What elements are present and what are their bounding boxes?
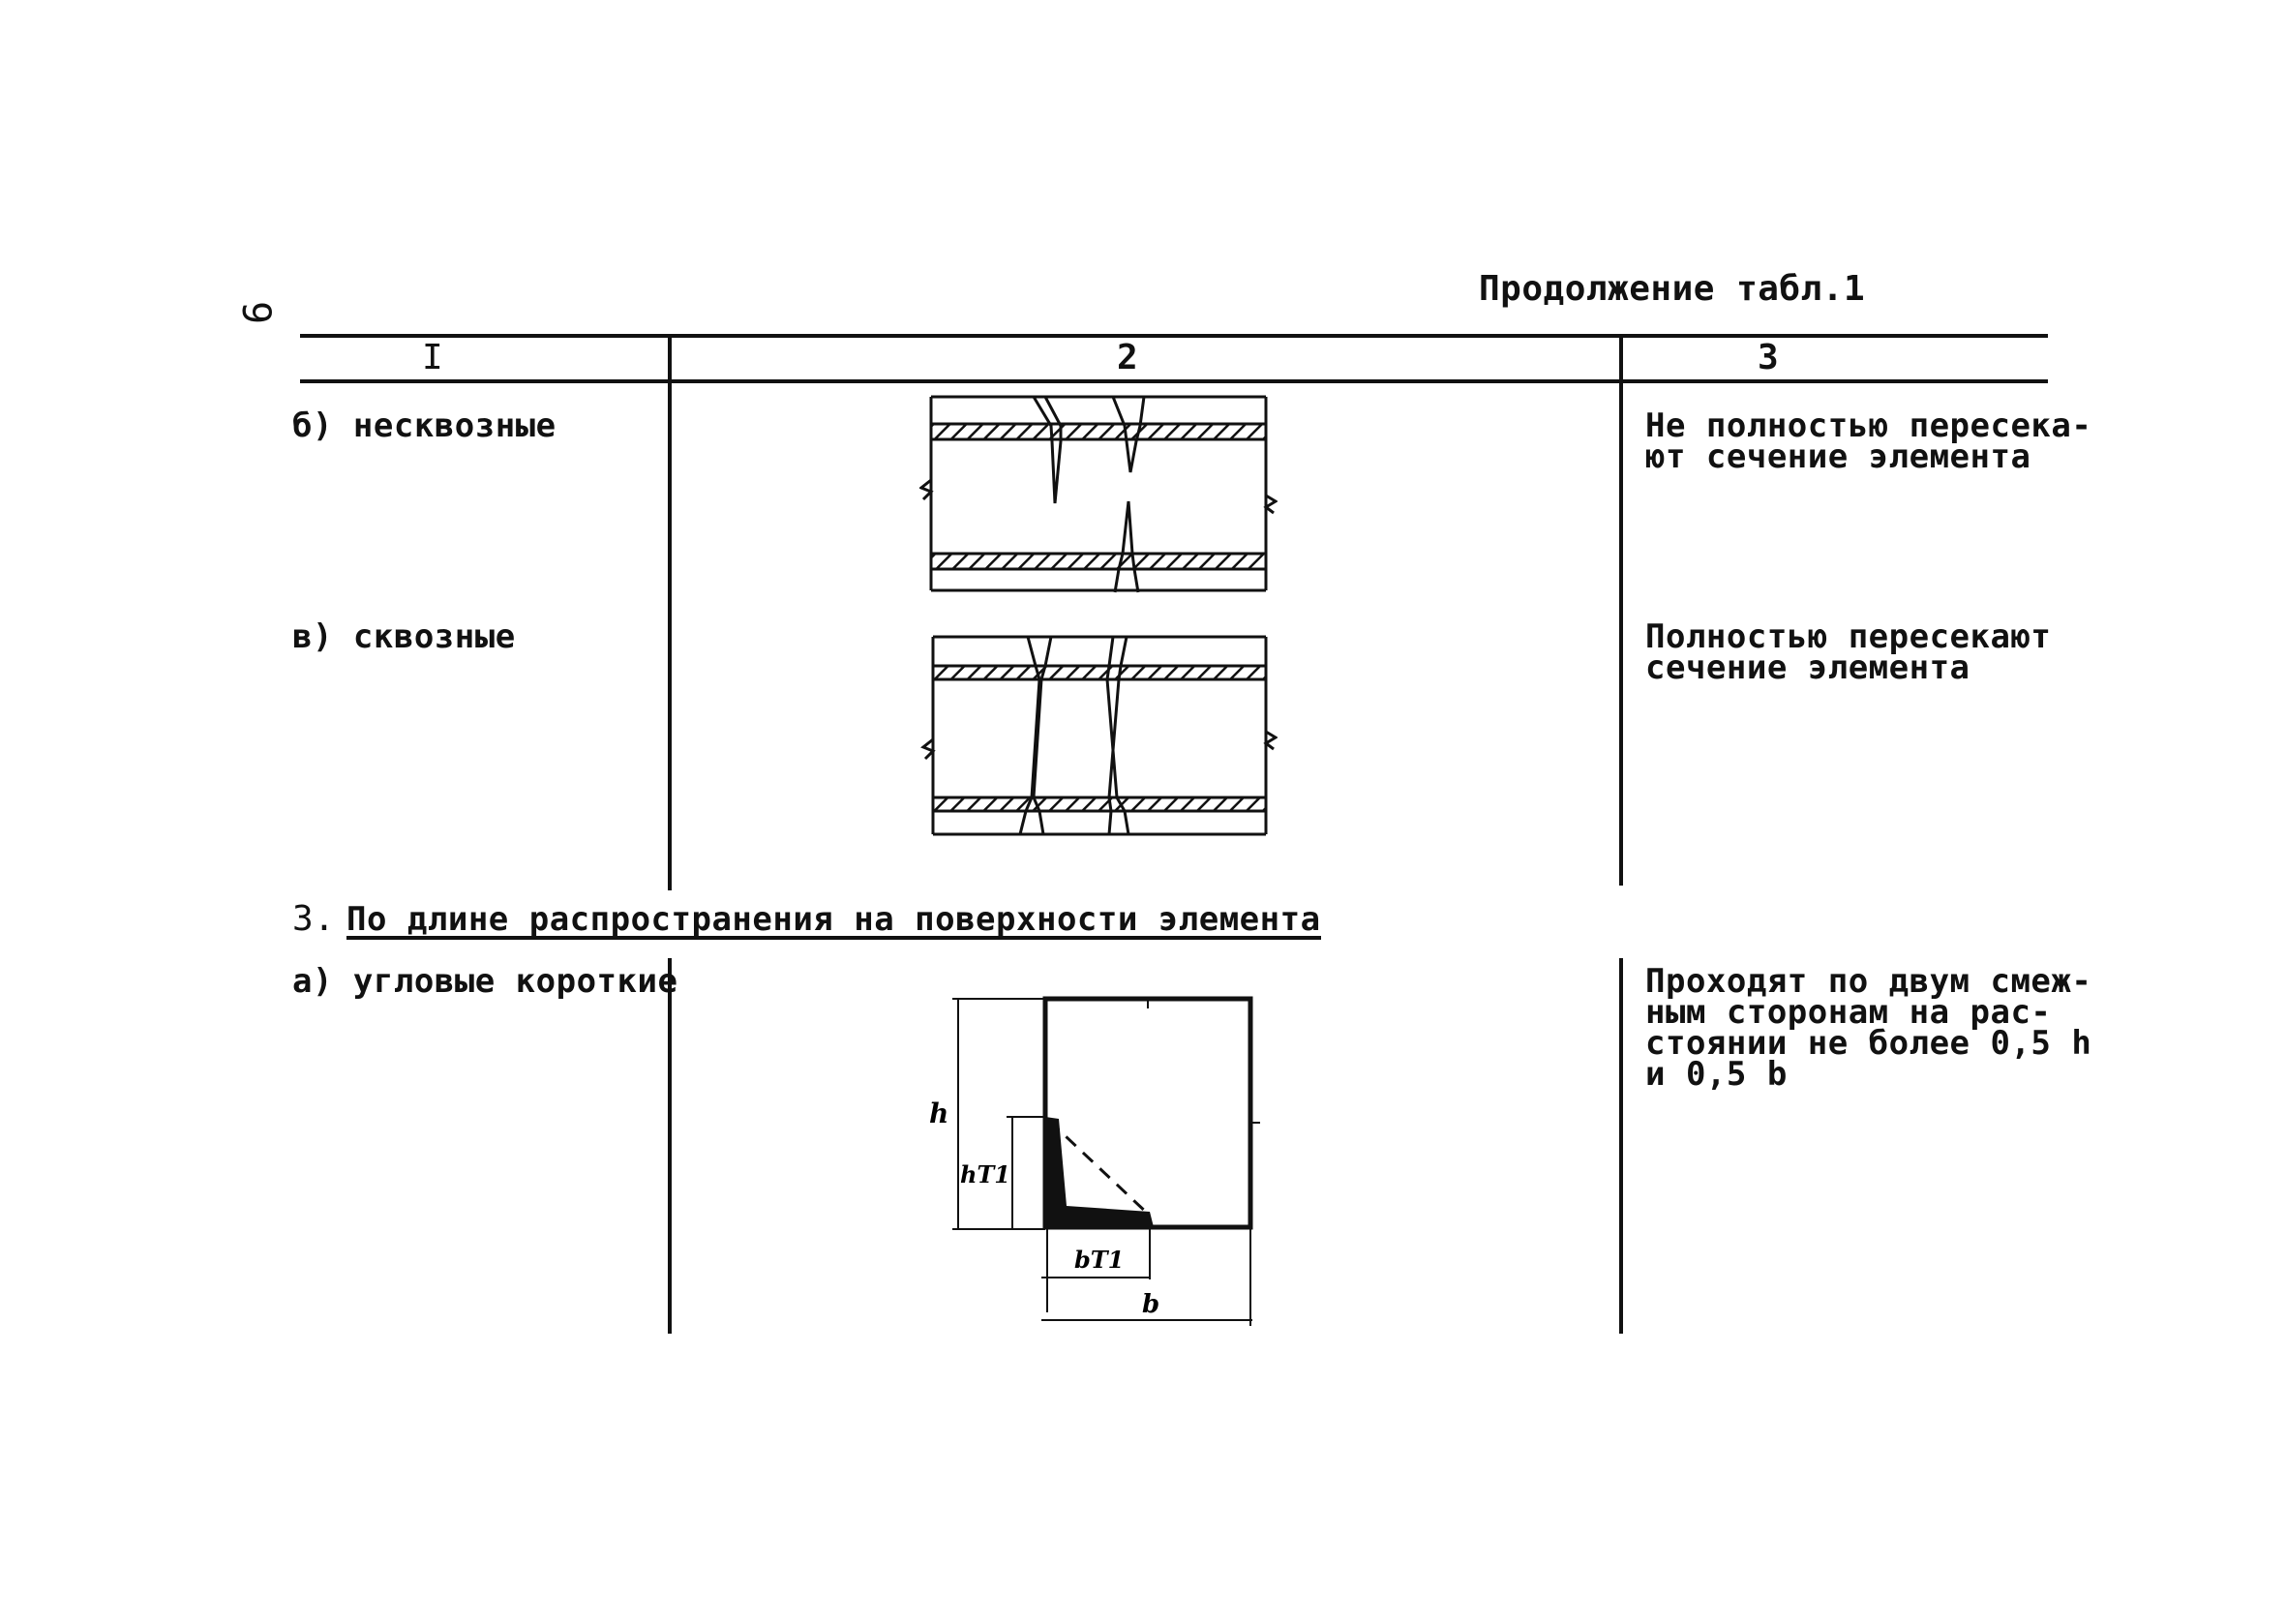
row-desc-corner-line2: ным сторонам на рас- (1645, 993, 2052, 1032)
row-desc-nonthrough-line2: ют сечение элемента (1645, 437, 2031, 476)
row-desc-through-line1: Полностью пересекают (1645, 617, 2052, 656)
section-outline (1045, 999, 1250, 1227)
through-cracks-diagram (919, 627, 1278, 842)
row-desc-through-line2: сечение элемента (1645, 648, 1970, 687)
reinforcement-bar-bottom (933, 797, 1266, 811)
label-bt1: bT1 (1074, 1246, 1125, 1274)
crack-1 (1034, 397, 1061, 503)
nonthrough-cracks-diagram (919, 387, 1278, 602)
row-desc-corner-line4: и 0,5 b (1645, 1055, 1788, 1094)
column-divider-left-lower (668, 958, 672, 1334)
corner-crack-zone (1045, 1117, 1154, 1227)
row-label-through: в) сквозные (292, 617, 516, 656)
table-header-rule (300, 379, 2048, 383)
row-desc-corner-line1: Проходят по двум смеж- (1645, 962, 2092, 1001)
row-desc-nonthrough-line1: Не полностью пересека- (1645, 406, 2092, 445)
corner-cracks-diagram (929, 987, 1278, 1345)
row-label-corner-short: а) угловые короткие (292, 962, 678, 1001)
reinforcement-bar-top (931, 424, 1266, 439)
label-h: h (929, 1098, 949, 1129)
crack-3 (1115, 501, 1138, 592)
continuation-title: Продолжение табл.1 (1479, 269, 1866, 309)
label-b: b (1142, 1290, 1160, 1319)
table-top-rule (300, 334, 2048, 338)
column-header-3: 3 (1758, 338, 1780, 377)
column-divider-left (668, 334, 672, 890)
column-header-1: I (422, 338, 444, 377)
row-desc-corner-line3: стоянии не более 0,5 h (1645, 1024, 2092, 1063)
page-number: 9 (233, 300, 279, 325)
reinforcement-bar-bottom (931, 554, 1266, 569)
column-header-2: 2 (1117, 338, 1139, 377)
row-label-nonthrough: б) несквозные (292, 406, 556, 445)
column-divider-right-lower (1619, 958, 1623, 1334)
section-number: 3. (292, 899, 336, 939)
label-ht1: hT1 (960, 1160, 1011, 1188)
section-title: По длине распространения на поверхности элемента (346, 900, 1321, 939)
reinforcement-bar-top (933, 666, 1266, 679)
column-divider-right (1619, 334, 1623, 886)
